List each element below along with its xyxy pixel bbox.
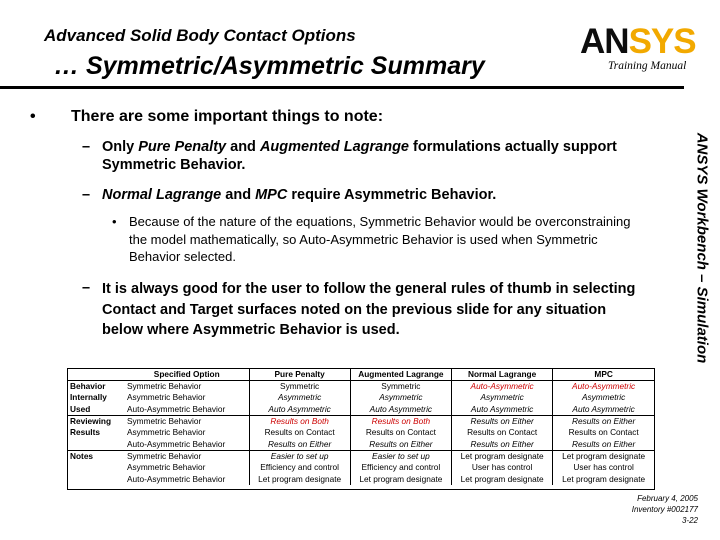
table-cell: Auto-Asymmetric [452, 381, 553, 393]
table-cell: Results on Both [249, 415, 350, 427]
table-cell: User has control [553, 462, 654, 474]
text-emphasis: Augmented Lagrange [259, 139, 409, 155]
table-cell: Asymmetric [452, 392, 553, 404]
table-cell: Asymmetric [249, 392, 350, 404]
slide-footer [632, 493, 698, 526]
table-cell: Results on Either [350, 439, 451, 451]
text-span: and [226, 139, 260, 155]
table-cell: Let program designate [350, 473, 451, 485]
table-cell: Asymmetric [350, 392, 451, 404]
row-option: Symmetric Behavior [127, 450, 202, 461]
table-cell: Symmetric [249, 381, 350, 393]
table-cell: User has control [452, 462, 553, 474]
table-cell: Results on Contact [553, 427, 654, 439]
table-row [68, 427, 654, 439]
row-group-label [68, 473, 125, 485]
table-header-cell: MPC [553, 369, 654, 381]
row-option: Asymmetric Behavior [127, 462, 206, 473]
table-cell: Auto Asymmetric [553, 404, 654, 416]
row-group-label: Behavior [70, 381, 106, 392]
row-group-label [68, 462, 125, 474]
row-group-label: Internally [70, 392, 107, 403]
row-option: Symmetric Behavior [127, 381, 202, 392]
sub-bullet-1-text [102, 138, 662, 174]
table-cell: Auto Asymmetric [452, 404, 553, 416]
footer-inventory: Inventory #002177 [631, 505, 698, 514]
table-header-cell: Pure Penalty [249, 369, 350, 381]
table-header-cell: Normal Lagrange [452, 369, 553, 381]
table-cell: Let program designate [553, 473, 654, 485]
row-group-label: Notes [70, 450, 94, 461]
table-cell: Efficiency and control [249, 462, 350, 474]
table-row [68, 404, 654, 416]
row-group-label: Reviewing [70, 415, 112, 426]
table-cell: Let program designate [249, 473, 350, 485]
table-cell: Symmetric [350, 381, 451, 393]
table-row [68, 439, 654, 451]
table-row [68, 392, 654, 404]
table-cell: Auto-Asymmetric [553, 381, 654, 393]
summary-table [67, 368, 655, 490]
table-cell: Let program designate [452, 450, 553, 462]
dash: – [82, 280, 91, 296]
training-manual-label: Training Manual [608, 60, 687, 72]
sub-bullet-3-text: It is always good for the user to follow the general rules of thumb in selecting Contact and Target surfaces noted on the previous slide for any situation below where Asymmetric Behavior is used. [102, 281, 636, 338]
table-cell: Results on Either [553, 415, 654, 427]
text-emphasis: Normal Lagrange [102, 187, 222, 203]
table-cell: Auto Asymmetric [350, 404, 451, 416]
slide-title: Advanced Solid Body Contact Options [44, 26, 356, 45]
bullet-dot: • [30, 108, 36, 125]
row-option: Auto-Asymmetric Behavior [127, 473, 226, 484]
table-header-cell: Specified Option [125, 369, 249, 381]
side-vertical-label: ANSYS Workbench – Simulation [693, 132, 711, 364]
table-cell: Results on Either [249, 439, 350, 451]
row-group-label: Used [68, 404, 125, 416]
text-span: and [221, 187, 256, 203]
table-cell: Results on Contact [452, 427, 553, 439]
row-option: Symmetric Behavior [127, 415, 202, 426]
dash: – [82, 187, 91, 203]
table-row [68, 415, 654, 427]
ansys-logo [578, 20, 706, 60]
slide-subtitle: … Symmetric/Asymmetric Summary [54, 52, 485, 80]
table-corner-cell [68, 369, 125, 381]
table-cell: Results on Either [452, 415, 553, 427]
table-cell: Results on Either [553, 439, 654, 451]
table-cell: Results on Contact [249, 427, 350, 439]
dash: – [82, 139, 91, 155]
logo-text: ANSYS [580, 22, 696, 60]
row-option: Asymmetric Behavior [127, 392, 206, 403]
table-cell: Results on Contact [350, 427, 451, 439]
row-option: Auto-Asymmetric Behavior [125, 439, 249, 451]
table-cell: Efficiency and control [350, 462, 451, 474]
text-span: Only [102, 139, 139, 155]
footer-date: February 4, 2005 [637, 494, 698, 503]
table-cell: Easier to set up [350, 450, 451, 462]
sub-bullet-2-text [102, 186, 662, 204]
table-cell: Auto Asymmetric [249, 404, 350, 416]
text-span: formulations actually support Symmetric Behavior. [102, 139, 617, 173]
table-cell: Easier to set up [249, 450, 350, 462]
row-option: Asymmetric Behavior [127, 427, 206, 438]
main-bullet-text: There are some important things to note: [71, 108, 384, 125]
header-rule [0, 86, 684, 89]
row-group-label: Results [70, 427, 100, 438]
table-cell: Results on Both [350, 415, 451, 427]
table-row [68, 462, 654, 474]
table-row [68, 473, 654, 485]
table-cell: Let program designate [553, 450, 654, 462]
table-cell: Let program designate [452, 473, 553, 485]
table-header-row [68, 369, 654, 381]
table-cell: Asymmetric [553, 392, 654, 404]
table-cell: Results on Either [452, 439, 553, 451]
sub-sub-bullet-text: Because of the nature of the equations, Symmetric Behavior would be overconstraining the model mathematically, so Auto-Asymmetric Behavior is used when Symmetric Behavior selected. [129, 214, 631, 264]
table-row [68, 450, 654, 462]
row-option: Auto-Asymmetric Behavior [125, 404, 249, 416]
bullet-dot: • [112, 214, 117, 229]
row-group-label [68, 439, 125, 451]
text-emphasis: MPC [255, 187, 288, 203]
footer-page-number: 3-22 [681, 516, 698, 525]
table-header-cell: Augmented Lagrange [350, 369, 451, 381]
table-row [68, 381, 654, 393]
text-emphasis: Pure Penalty [138, 139, 227, 155]
text-span: require Asymmetric Behavior. [287, 187, 497, 203]
